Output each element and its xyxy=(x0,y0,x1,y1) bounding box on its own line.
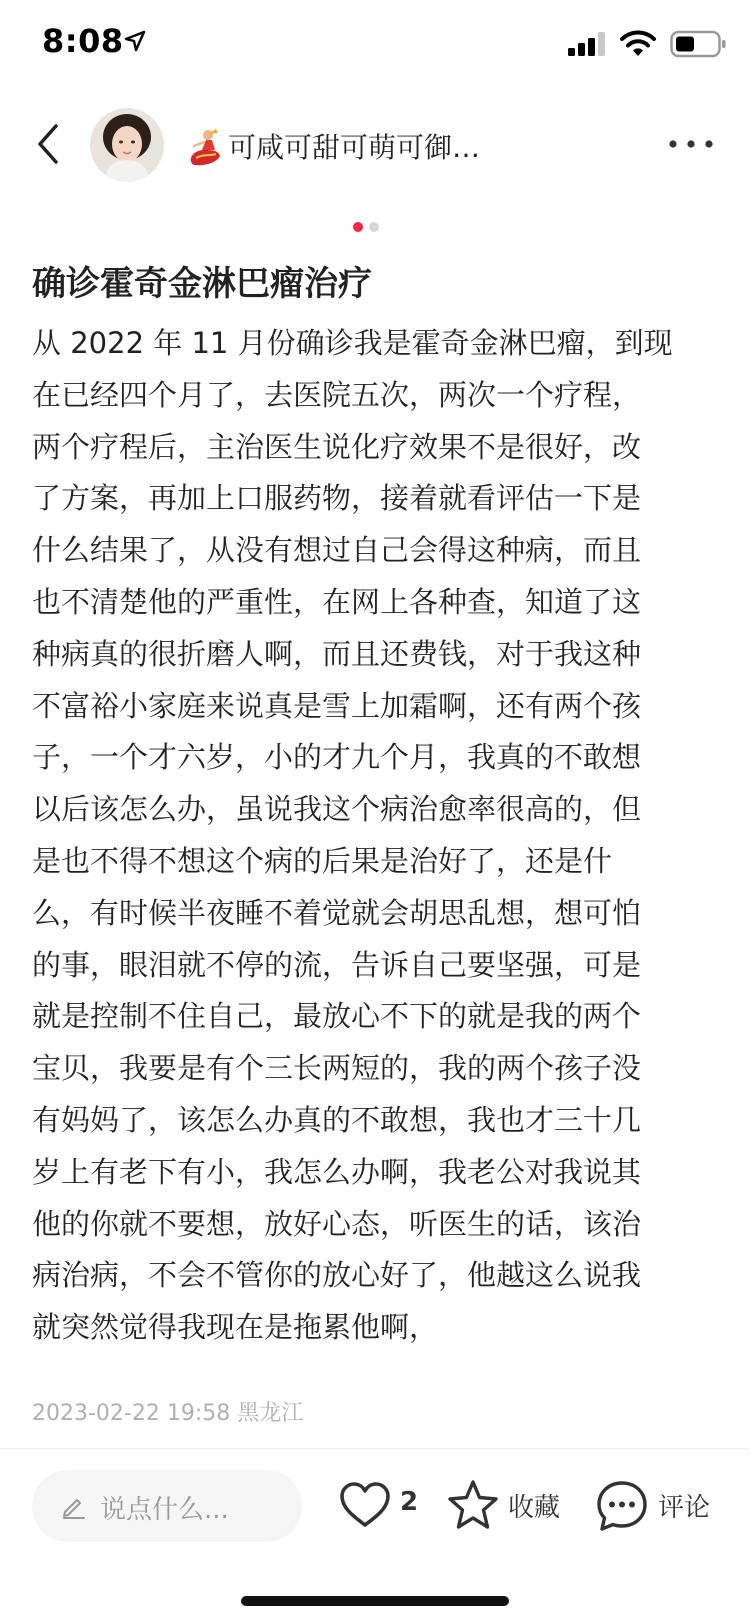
post-line: 种病真的很折磨人啊，而且还费钱，对于我这种 xyxy=(32,636,642,671)
home-indicator[interactable] xyxy=(241,1596,509,1606)
post-line: 就突然觉得我现在是拖累他啊， xyxy=(32,1310,439,1345)
star-icon[interactable] xyxy=(446,1478,500,1532)
back-icon[interactable] xyxy=(32,122,66,166)
comment-placeholder: 说点什么... xyxy=(100,1495,229,1525)
post-line: 了方案，再加上口服药物，接着就看评估一下是 xyxy=(32,481,642,516)
signal-icon xyxy=(568,32,608,56)
location-arrow-icon xyxy=(124,30,146,52)
post-line: 的事，眼泪就不停的流，告诉自己要坚强，可是 xyxy=(32,947,642,982)
battery-icon xyxy=(670,30,726,58)
comment-input[interactable] xyxy=(32,1470,302,1542)
post-timestamp-location: 2023-02-22 19:58 黑龙江 xyxy=(32,1401,304,1426)
status-bar xyxy=(0,0,750,90)
post-title: 确诊霍奇金淋巴瘤治疗 xyxy=(32,264,372,304)
post-line: 岁上有老下有小，我怎么办啊，我老公对我说其 xyxy=(32,1154,642,1189)
post-line: 在已经四个月了，去医院五次，两次一个疗程， xyxy=(32,377,642,412)
post-line: 两个疗程后，主治医生说化疗效果不是很好，改 xyxy=(32,429,642,464)
user-badge-icon xyxy=(186,128,222,166)
post-line: 么，有时候半夜睡不着觉就会胡思乱想，想可怕 xyxy=(32,895,642,930)
post-body xyxy=(32,318,720,1354)
collect-label[interactable]: 收藏 xyxy=(508,1493,561,1523)
heart-icon[interactable] xyxy=(338,1480,392,1530)
more-icon[interactable] xyxy=(668,136,714,152)
comment-label[interactable]: 评论 xyxy=(658,1493,711,1523)
avatar[interactable] xyxy=(90,108,164,182)
status-time: 8:08 xyxy=(42,22,124,60)
author-name[interactable]: 可咸可甜可萌可御… xyxy=(228,131,481,164)
post-line: 他的你就不要想，放好心态，听医生的话，该治 xyxy=(32,1206,642,1241)
pager-dot-active xyxy=(353,222,363,232)
post-line: 从 2022 年 11 月份确诊我是霍奇金淋巴瘤，到现 xyxy=(32,326,673,360)
post-line: 是也不得不想这个病的后果是治好了，还是什 xyxy=(32,843,613,878)
post-line: 就是控制不住自己，最放心不下的就是我的两个 xyxy=(32,999,642,1034)
image-pager xyxy=(353,222,379,232)
pager-dot xyxy=(369,222,379,232)
post-line: 不富裕小家庭来说真是雪上加霜啊，还有两个孩 xyxy=(32,688,642,723)
bottom-bar-divider xyxy=(0,1448,750,1449)
post-header xyxy=(0,96,750,192)
post-line: 病治病，不会不管你的放心好了，他越这么说我 xyxy=(32,1258,642,1293)
comment-bubble-icon[interactable] xyxy=(594,1478,650,1534)
post-line: 什么结果了，从没有想过自己会得这种病，而且 xyxy=(32,533,642,568)
like-count: 2 xyxy=(400,1487,419,1517)
post-line: 以后该怎么办，虽说我这个病治愈率很高的，但 xyxy=(32,792,642,827)
post-line: 子，一个才六岁，小的才九个月，我真的不敢想 xyxy=(32,740,642,775)
pencil-icon xyxy=(60,1493,86,1519)
post-line: 宝贝，我要是有个三长两短的，我的两个孩子没 xyxy=(32,1051,642,1086)
wifi-icon xyxy=(620,30,656,58)
post-line: 也不清楚他的严重性，在网上各种查，知道了这 xyxy=(32,584,642,619)
post-line: 有妈妈了，该怎么办真的不敢想，我也才三十几 xyxy=(32,1102,642,1137)
